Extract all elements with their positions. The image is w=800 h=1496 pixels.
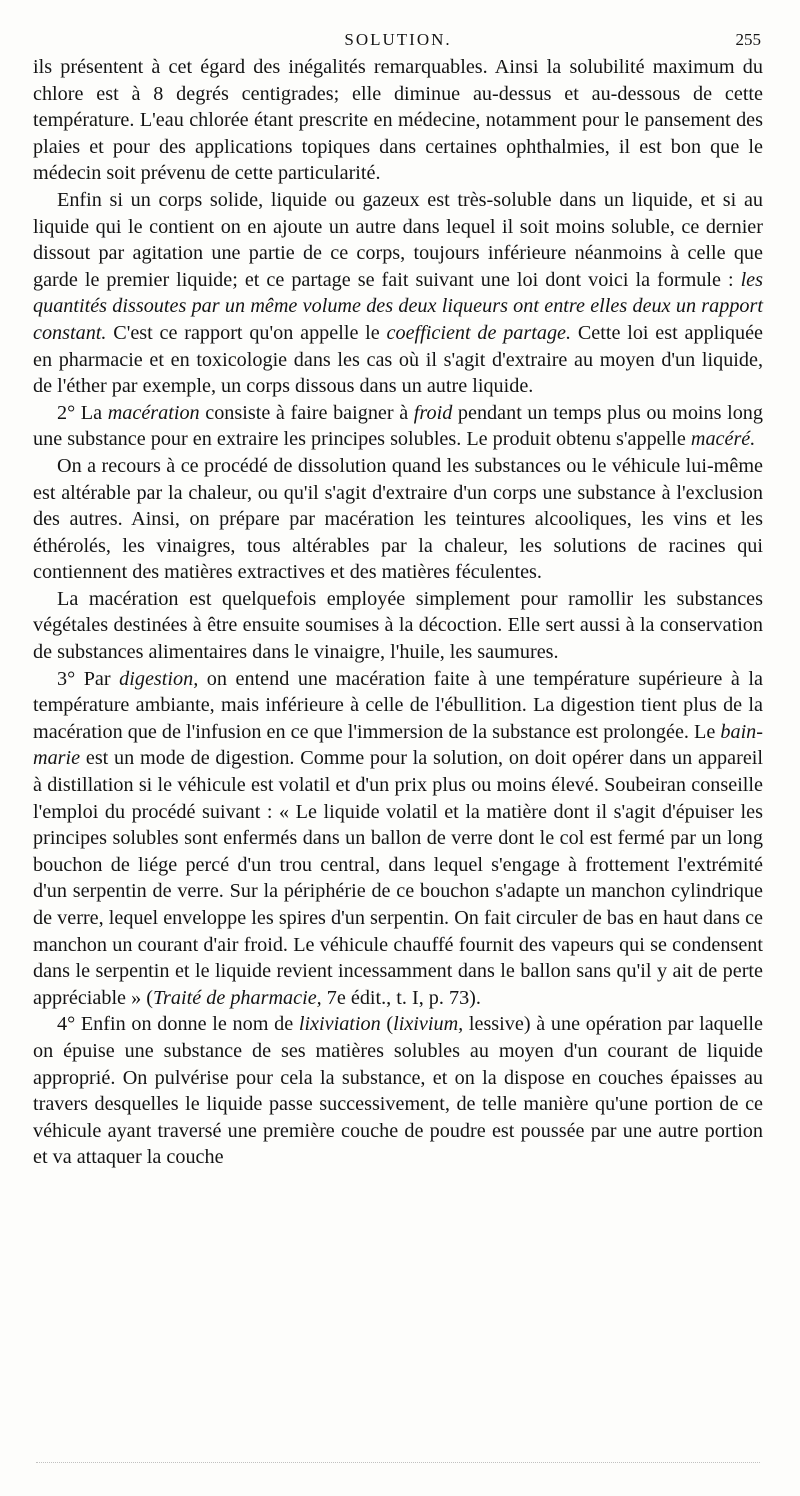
italic-run: froid — [413, 401, 453, 424]
paragraph-maceration-ramollir — [33, 586, 763, 666]
text-run: C'est ce rapport qu'on appelle le — [106, 321, 387, 344]
text-run: 7e édit., t. I, p. 73). — [321, 986, 481, 1009]
paragraph-maceration — [33, 400, 763, 453]
paragraph-digestion — [33, 666, 763, 1012]
page-body — [33, 54, 763, 1171]
page-header — [33, 0, 763, 54]
italic-run: lixiviation — [298, 1013, 381, 1036]
bottom-print-specks — [36, 1462, 760, 1463]
italic-run: lixivium, — [393, 1013, 464, 1036]
italic-run: macéré. — [690, 428, 756, 451]
text-run: 3° Par — [57, 667, 120, 690]
text-run: Cette loi est appliquée en pharmacie et en toxicologie dans les cas où il s'agit d'extraire au moyen d'un liquide, de l'éther par exemple, un corps dissous dans un autre liquide. — [33, 321, 763, 398]
italic-run: les quantités dissoutes par un même volume des deux liqueurs ont entre elles deux un rapport constant. — [33, 268, 763, 344]
running-title: SOLUTION. — [344, 30, 452, 49]
text-run: Enfin si un corps solide, liquide ou gazeux est très-soluble dans un liquide, et si au liquide qui le contient on en ajoute un autre dans lequel il soit moins soluble, ce dernier dissout par agitation une partie de ce corps, toujours inférieure néanmoins à celle que garde le premier liquide; et ce partage se fait suivant une loi dont voici la formule : — [33, 188, 763, 291]
paragraph-chlore-solubility — [33, 54, 763, 187]
italic-run: coefficient de partage. — [386, 321, 572, 344]
text-run: ils présentent à cet égard des inégalités remarquables. Ainsi la solubilité maximum du chlore est à 8 degrés centigrades; elle diminue au-dessus et au-dessous de cette température. L'eau chlorée étant prescrite en médecine, notamment pour le pansement des plaies et pour des applications topiques dans certaines ophthalmies, il est bon que le médecin soit prévenu de cette particularité. — [33, 56, 763, 185]
paragraph-lixiviation — [33, 1011, 763, 1171]
paragraph-maceration-usage — [33, 453, 763, 586]
text-run: On a recours à ce procédé de dissolution quand les substances ou le véhicule lui-même est altérable par la chaleur, ou qu'il s'agit d'extraire d'un corps une substance à l'exclusion des autres. Ainsi, on prépare par macération les teintures alcooliques, les vins et les éthérolés, les vinaigres, tous altérables par la chaleur, les solutions de racines qui contiennent des matières extractives et des matières féculentes. — [33, 454, 763, 584]
text-run: pendant un temps plus ou moins long une substance pour en extraire les principes solubles. Le produit obtenu s'appelle — [33, 401, 763, 451]
italic-run: bain-marie — [33, 720, 763, 770]
page-number: 255 — [735, 30, 761, 49]
text-run: 2° La — [57, 401, 108, 424]
italic-run: Traité de pharmacie, — [152, 986, 322, 1009]
text-run: La macération est quelquefois employée simplement pour ramollir les substances végétales destinées à être ensuite soumises à la décoction. Elle sert aussi à la conservation de substances alimentaires dans le vinaigre, l'huile, les saumures. — [33, 587, 763, 664]
text-run: on entend une macération faite à une température supérieure à la température ambiante, mais inférieure à celle de l'ébullition. La digestion tient plus de la macération que de l'infusion en ce que l'immersion de la substance est prolongée. Le — [33, 667, 764, 743]
text-run: est un mode de digestion. Comme pour la solution, on doit opérer dans un appareil à distillation si le véhicule est volatil et d'un prix plus ou moins élevé. Soubeiran conseille l'emploi du procédé suivant : « Le liquide volatil et la matière dont il s'agit d'épuiser les principes solubles sont enfermés dans un ballon de verre dont le col est fermé par un long bouchon de liége percé d'un trou central, dans lequel s'engage à frottement l'extrémité d'un serpentin de verre. Sur la périphérie de ce bouchon s'adapte un manchon cylindrique de verre, lequel enveloppe les spires d'un serpentin. On fait circuler de bas en haut dans ce manchon un courant d'air froid. Le véhicule chauffé fournit des vapeurs qui se condensent dans le serpentin et le liquide revient incessamment dans le ballon sans qu'il y ait de perte appréciable » ( — [33, 747, 763, 1009]
italic-run: macération — [107, 401, 200, 424]
text-run: 4° Enfin on donne le nom de — [57, 1013, 299, 1036]
text-run: consiste à faire baigner à — [199, 401, 414, 424]
text-run: ( — [380, 1013, 394, 1036]
text-run: lessive) à une opération par laquelle on épuise une substance de ses matières solubles au moyen d'un courant de liquide approprié. On pulvérise pour cela la substance, et on la dispose en couches épaisses au travers desquelles le liquide passe successivement, de telle manière qu'une portion de ce véhicule ayant traversé une première couche de poudre est poussée par une autre portion et va attaquer la couche — [33, 1013, 763, 1169]
paragraph-coefficient-de-partage — [33, 187, 763, 400]
italic-run: digestion, — [119, 667, 199, 690]
